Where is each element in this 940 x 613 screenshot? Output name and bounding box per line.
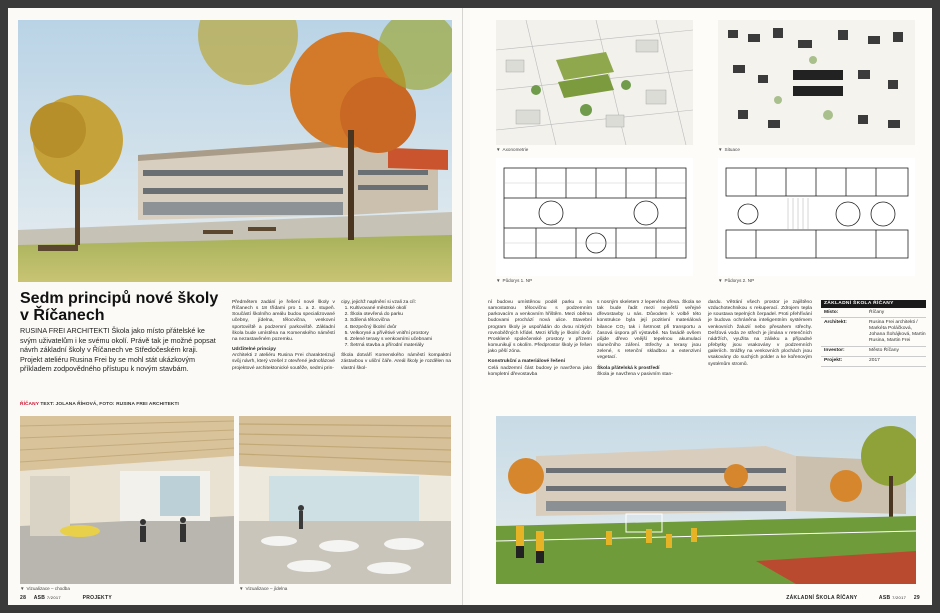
col5-paragraph: dardu. Větrání všech prostor je zajištěno vzduchotechnikou s rekuperací. Zdrojem tepla je soustava tepelných čerpadel. Proti přehřívání je budova ochráněna inteligentním systémem venkovních žaluzií nebo přesahem střechy. Dešťová voda ze střech je jímána v retenčních nádržích, využita na zálivku a případné přebytky jsou vsakovány v podzemních galeriích. Srážky na venkovních plochách jsou vsakovány do suchých polder a ke kořenovým systémům stromů. bbox=[708, 300, 812, 367]
caption-corridor-text: Vizualizace – chodba bbox=[26, 586, 70, 591]
text-column-4 bbox=[597, 300, 701, 378]
info-row bbox=[821, 347, 926, 357]
principle-item: 4. Bezpečný školní dvůr bbox=[350, 325, 451, 331]
info-value: 2017 bbox=[869, 358, 880, 364]
info-key: Investor: bbox=[824, 348, 845, 354]
left-page bbox=[8, 8, 470, 605]
page-number: 29 bbox=[913, 595, 920, 601]
info-row bbox=[821, 318, 926, 346]
caption-marker-icon: ▼ bbox=[718, 278, 723, 283]
col1-paragraph-2: Architekti z ateliéru Rusina Frei charakterizují svůj návrh, který vzešel z otevřené jednofázové projektové architektonické soutěže, sedmi prin- bbox=[232, 353, 335, 371]
caption-situation bbox=[718, 147, 740, 152]
col2-paragraph: Škola dotváří Komenského náměstí kompaktní zástavbou v uliční čáře. Areál školy je rozdělen na vlastní škol- bbox=[341, 353, 451, 371]
floor-plan-1 bbox=[496, 158, 693, 276]
axonometric-drawing bbox=[496, 20, 693, 145]
info-row bbox=[821, 308, 926, 318]
dining-visualization bbox=[239, 416, 451, 584]
principles-list bbox=[350, 306, 451, 349]
caption-plan1-text: Půdorys 1. NP bbox=[502, 278, 533, 283]
magazine-spread bbox=[8, 8, 932, 605]
caption-dining-text: Vizualizace – jídelna bbox=[245, 586, 288, 591]
caption-marker-icon: ▼ bbox=[239, 586, 244, 591]
caption-axo-text: Axonometrie bbox=[502, 147, 529, 152]
magazine-issue: 7/2017 bbox=[892, 595, 907, 600]
page-number: 28 bbox=[20, 595, 27, 601]
caption-plan-1 bbox=[496, 278, 532, 283]
caption-axonometric bbox=[496, 147, 528, 152]
caption-marker-icon: ▼ bbox=[718, 147, 723, 152]
info-row bbox=[821, 357, 926, 367]
col4-heading: Škola přátelská k prostředí bbox=[597, 365, 660, 371]
info-key: Projekt: bbox=[824, 358, 843, 364]
site-plan bbox=[718, 20, 915, 145]
caption-situ-text: Situace bbox=[724, 147, 740, 152]
info-value: Rusina Frei architekti / Markéta Poláčková, Johana Šohájková, Martin Rusina, Martin Frei bbox=[869, 319, 926, 343]
section-name: PROJEKTY bbox=[82, 595, 112, 601]
right-footer bbox=[786, 595, 920, 601]
text-column-2 bbox=[341, 300, 451, 372]
credit-text: TEXT: JOLANA ŘÍHOVÁ, FOTO: RUSINA FREI ARCHITEKTI bbox=[40, 402, 179, 407]
info-key: Architekt: bbox=[824, 319, 847, 325]
col1-heading: Udržitelné principy bbox=[232, 347, 277, 353]
principle-item: 6. Zelené terasy s venkovními učebnami bbox=[350, 337, 451, 343]
magazine-name bbox=[34, 595, 61, 601]
caption-plan-2 bbox=[718, 278, 754, 283]
floor-plan-2 bbox=[718, 158, 915, 276]
col4-paragraph-2: Škola je navržena v pasivním stan- bbox=[597, 371, 673, 377]
project-info-box bbox=[821, 300, 926, 367]
hero-visualization-exterior bbox=[18, 20, 452, 282]
caption-corridor bbox=[20, 586, 70, 591]
col4-paragraph: s nosným skeletem z lepeného dřeva. Škola se tak bude řadit mezi největší veřejné dřevostavby u nás. Důvodem k volbě této konstrukce byla její pozitivní materiálová bilance CO₂ tak i šetrnost při transportu a časová úspora při výstavbě. Na fasádě ovšem půjde dřevo vnější tepelnou akumulaci slunečního záření. Střechy a terasy jsou zelené, s retenční skladbou a extenzivní vegetací. bbox=[597, 300, 701, 361]
col3-paragraph: ní budovu umístěnou podél parku a na samostatnou tělocvičnu s podzemním parkovacím a venkovním hřištěm. Mezi oběma budovami prochází nová ulice. Stavební program školy je uspořádán do dvou nízkých rovnoběžných křídel. Mezi křídly je školní dvůr. Prosklené společenské prostory v přízemí komunikují s okolím. Předprostor školy je řešen jako pěší zóna. bbox=[488, 300, 592, 355]
page-gutter bbox=[462, 8, 463, 605]
principle-item: 1. Kultivované městské okolí bbox=[350, 306, 451, 312]
caption-marker-icon: ▼ bbox=[496, 278, 501, 283]
article-headline: Sedm principů nové školy v Říčanech bbox=[20, 290, 219, 324]
col3-paragraph-2: Celá nadzemní část budovy je navržena jako kompletní dřevostavba bbox=[488, 365, 592, 377]
magazine-issue: 7/2017 bbox=[46, 595, 61, 600]
magazine-title: ASB bbox=[878, 595, 891, 601]
col3-heading: Konstrukční a materiálové řešení bbox=[488, 359, 565, 365]
left-footer bbox=[20, 595, 112, 601]
info-key: Místo: bbox=[824, 309, 839, 315]
col1-paragraph: Předmětem zadání je řešení nové školy v Říčanech s 18 třídami pro 1. a 2. stupeň. Součástí školního areálu budou specializované učebny, jídelna, tělocvična, venkovní sportoviště a podzemní parkoviště. Základní škola bude umístěna na Komenského náměstí na nezastavěném pozemku. bbox=[232, 300, 335, 342]
schoolyard-visualization bbox=[496, 416, 916, 584]
article-lead: RUSINA FREI ARCHITEKTI Škola jako místo přátelské ke svým uživatelům i ke svému okolí. Právě tak je možné popsat návrh základní školy v Říčanech ve Středočeském kraji. Projekt ateliéru Rusina Frei by se mohl stát ukázkovým příkladem zodpovědného přístupu k novým stavbám. bbox=[20, 326, 216, 374]
credit-location: ŘÍČANY bbox=[20, 402, 39, 407]
section-name: ZÁKLADNÍ ŠKOLA ŘÍČANY bbox=[786, 595, 858, 601]
info-value: Říčany bbox=[869, 309, 885, 315]
magazine-title: ASB bbox=[33, 595, 46, 601]
text-column-3 bbox=[488, 300, 592, 378]
caption-dining bbox=[239, 586, 287, 591]
text-column-5 bbox=[708, 300, 812, 368]
corridor-visualization bbox=[20, 416, 234, 584]
right-page bbox=[470, 8, 932, 605]
principle-item: 7. Šetrná stavba a přírodní materiály bbox=[350, 343, 451, 349]
article-credit bbox=[20, 402, 220, 407]
col2-intro: cipy, jejichž naplnění si vzali za cíl: bbox=[341, 300, 416, 305]
caption-plan2-text: Půdorys 2. NP bbox=[724, 278, 755, 283]
caption-marker-icon: ▼ bbox=[20, 586, 25, 591]
text-column-1 bbox=[232, 300, 335, 372]
principle-item: 5. Velkorysé a přívětivé vnitřní prostory bbox=[350, 331, 451, 337]
caption-marker-icon: ▼ bbox=[496, 147, 501, 152]
info-value: Město Říčany bbox=[869, 348, 899, 354]
magazine-name bbox=[879, 595, 906, 601]
principle-item: 2. Škola otevřená do parku bbox=[350, 312, 451, 318]
principle-item: 3. Sdílená tělocvična bbox=[350, 318, 451, 324]
info-box-title: ZÁKLADNÍ ŠKOLA ŘÍČANY bbox=[821, 300, 926, 308]
